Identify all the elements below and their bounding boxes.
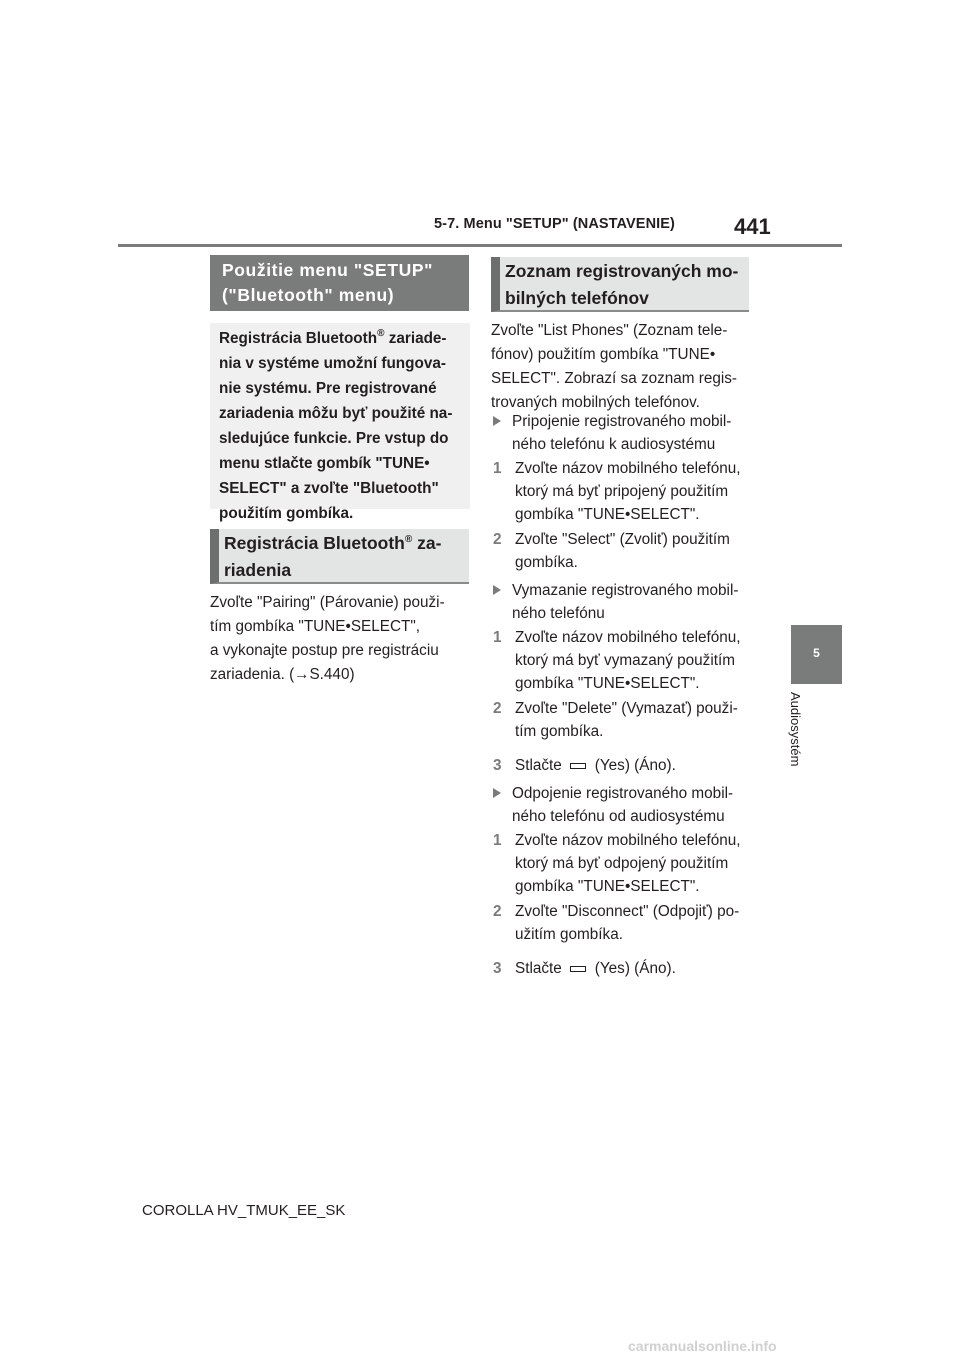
paragraph-line: tím gombíka "TUNE•SELECT", xyxy=(210,618,421,635)
bullet-line: ného telefónu od audiosystému xyxy=(512,808,725,825)
bullet-line: Odpojenie registrovaného mobil- xyxy=(512,785,734,802)
step-number: 2 xyxy=(493,531,502,548)
footer-model-code: COROLLA HV_TMUK_EE_SK xyxy=(142,1202,346,1219)
step-line: ktorý má byť pripojený použitím xyxy=(515,483,729,500)
step-number: 1 xyxy=(493,460,502,477)
step-line: Zvoľte názov mobilného telefónu, xyxy=(515,832,741,849)
step-line: Zvoľte "Delete" (Vymazať) použi- xyxy=(515,700,738,717)
pairing-paragraph xyxy=(210,591,472,687)
subheading-device-registration xyxy=(210,529,469,584)
section-heading-bluetooth-menu xyxy=(210,255,469,311)
step-line: gombíka "TUNE•SELECT". xyxy=(515,506,700,523)
triangle-bullet-icon xyxy=(493,788,501,798)
subheading-registered-phones xyxy=(491,257,749,312)
heading-line: Registrácia Bluetooth® za- xyxy=(224,533,442,553)
step-number: 2 xyxy=(493,700,502,717)
section-title: 5-7. Menu "SETUP" (NASTAVENIE) xyxy=(434,216,675,232)
header-rule xyxy=(118,244,842,247)
step-line: Zvoľte názov mobilného telefónu, xyxy=(515,629,741,646)
step-line: Zvoľte "Disconnect" (Odpojiť) po- xyxy=(515,903,740,920)
paragraph-line: zariadenia. (→S.440) xyxy=(210,666,355,683)
intro-line: nie systému. Pre registrované xyxy=(219,380,437,397)
triangle-bullet-icon xyxy=(493,416,501,426)
step-number: 1 xyxy=(493,629,502,646)
chapter-side-label: Audiosystém xyxy=(788,692,803,767)
paragraph-line: SELECT". Zobrazí sa zoznam regis- xyxy=(491,370,738,387)
step-number: 3 xyxy=(493,960,502,977)
yes-button-icon xyxy=(570,966,586,972)
bullet-line: Pripojenie registrovaného mobil- xyxy=(512,413,732,430)
step-text: Stlačte xyxy=(515,757,562,774)
step-line: ktorý má byť vymazaný použitím xyxy=(515,652,735,669)
heading-line: ("Bluetooth" menu) xyxy=(222,285,395,305)
paragraph-line: trovaných mobilných telefónov. xyxy=(491,394,700,411)
list-phones-paragraph xyxy=(491,319,753,415)
step-line: ktorý má byť odpojený použitím xyxy=(515,855,729,872)
intro-line: Registrácia Bluetooth® zariade- xyxy=(219,328,447,347)
paragraph-line: Zvoľte "List Phones" (Zoznam tele- xyxy=(491,322,728,339)
step-number: 2 xyxy=(493,903,502,920)
paragraph-line: Zvoľte "Pairing" (Párovanie) použi- xyxy=(210,594,445,611)
bullet-line: ného telefónu k audiosystému xyxy=(512,436,716,453)
step-text: Stlačte xyxy=(515,960,562,977)
step-number: 1 xyxy=(493,832,502,849)
intro-line: zariadenia môžu byť použité na- xyxy=(219,405,453,422)
chapter-tab[interactable]: 5 xyxy=(791,625,842,684)
step-line: Zvoľte "Select" (Zvoliť) použitím xyxy=(515,531,730,548)
intro-line: nia v systéme umožní fungova- xyxy=(219,355,446,372)
step-number: 3 xyxy=(493,757,502,774)
paragraph-line: a vykonajte postup pre registráciu xyxy=(210,642,439,659)
intro-line: SELECT" a zvoľte "Bluetooth" xyxy=(219,480,439,497)
step-line: Zvoľte názov mobilného telefónu, xyxy=(515,460,741,477)
page-number: 441 xyxy=(734,214,771,239)
yes-button-icon xyxy=(570,763,586,769)
intro-line: použitím gombíka. xyxy=(219,505,354,522)
bullet-line: ného telefónu xyxy=(512,605,605,622)
heading-line: Použitie menu "SETUP" xyxy=(222,260,434,280)
step-line: tím gombíka. xyxy=(515,723,604,740)
intro-line: menu stlačte gombík "TUNE• xyxy=(219,455,430,472)
bullet-line: Vymazanie registrovaného mobil- xyxy=(512,582,739,599)
intro-box xyxy=(210,323,470,522)
heading-line: Zoznam registrovaných mo- xyxy=(505,261,739,281)
triangle-bullet-icon xyxy=(493,585,501,595)
paragraph-line: fónov) použitím gombíka "TUNE• xyxy=(491,346,716,363)
intro-line: sledujúce funkcie. Pre vstup do xyxy=(219,430,449,447)
heading-line: bilných telefónov xyxy=(505,288,649,308)
step-line: gombíka "TUNE•SELECT". xyxy=(515,878,700,895)
heading-line: riadenia xyxy=(224,560,292,580)
watermark: carmanualsonline.info xyxy=(628,1338,777,1354)
step-line: gombíka "TUNE•SELECT". xyxy=(515,675,700,692)
step-text: (Yes) (Áno). xyxy=(594,960,676,977)
step-line: gombíka. xyxy=(515,554,578,571)
step-text: (Yes) (Áno). xyxy=(594,757,676,774)
step-line: užitím gombíka. xyxy=(515,926,623,943)
